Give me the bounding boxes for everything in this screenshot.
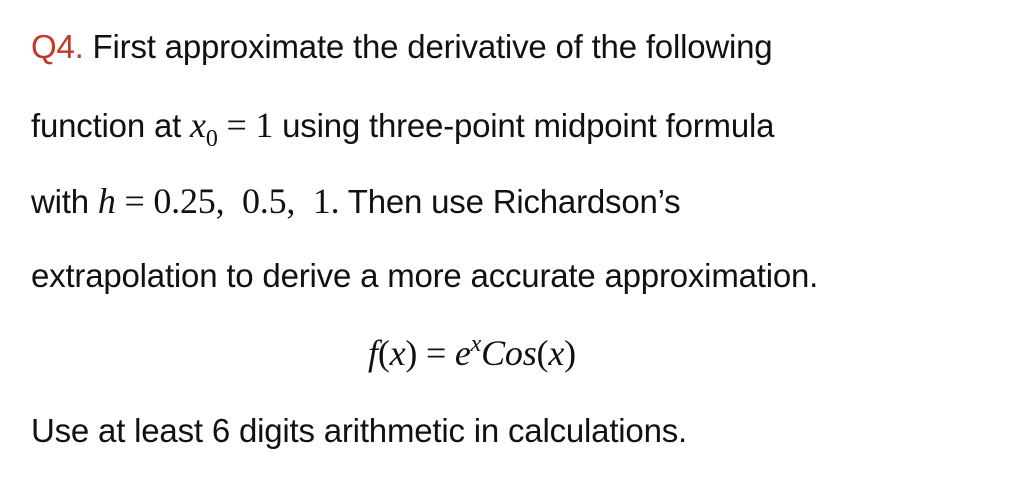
question-text-2b: using three-point midpoint formula: [273, 107, 775, 144]
close-paren-equals: ) =: [405, 333, 455, 373]
x0-value: = 1: [217, 105, 274, 145]
x-variable: x: [190, 105, 206, 145]
question-text-6: Use at least 6 digits arithmetic in calculations.: [31, 412, 688, 449]
open-paren: (: [377, 333, 390, 373]
h-expression: [98, 181, 340, 221]
question-number: Q4.: [31, 28, 84, 65]
cos-arg: x: [548, 333, 565, 373]
question-text-1: First approximate the derivative of the following: [83, 28, 773, 65]
h-values: = 0.25, 0.5, 1.: [115, 181, 340, 221]
exp-base: e: [454, 333, 471, 373]
function-arg: x: [389, 333, 406, 373]
x0-expression: [190, 105, 274, 152]
question-line-2: [31, 104, 775, 152]
question-line-6: [31, 412, 687, 450]
cos-function: Cos: [481, 333, 537, 373]
cos-open-paren: (: [536, 333, 549, 373]
function-name: f: [368, 333, 378, 373]
h-variable: h: [97, 181, 116, 221]
question-text-2a: function at: [31, 107, 191, 144]
function-equation: [368, 332, 576, 374]
x-subscript: 0: [205, 126, 218, 152]
question-line-1: [31, 28, 772, 66]
exp-power: x: [470, 331, 482, 357]
question-text-3a: with: [31, 183, 98, 220]
question-line-3: [31, 180, 680, 222]
question-text-3b: Then use Richardson’s: [339, 183, 681, 220]
question-text-4: extrapolation to derive a more accurate approximation.: [31, 257, 819, 294]
question-line-4: [31, 257, 818, 295]
cos-close-paren: ): [564, 333, 576, 373]
